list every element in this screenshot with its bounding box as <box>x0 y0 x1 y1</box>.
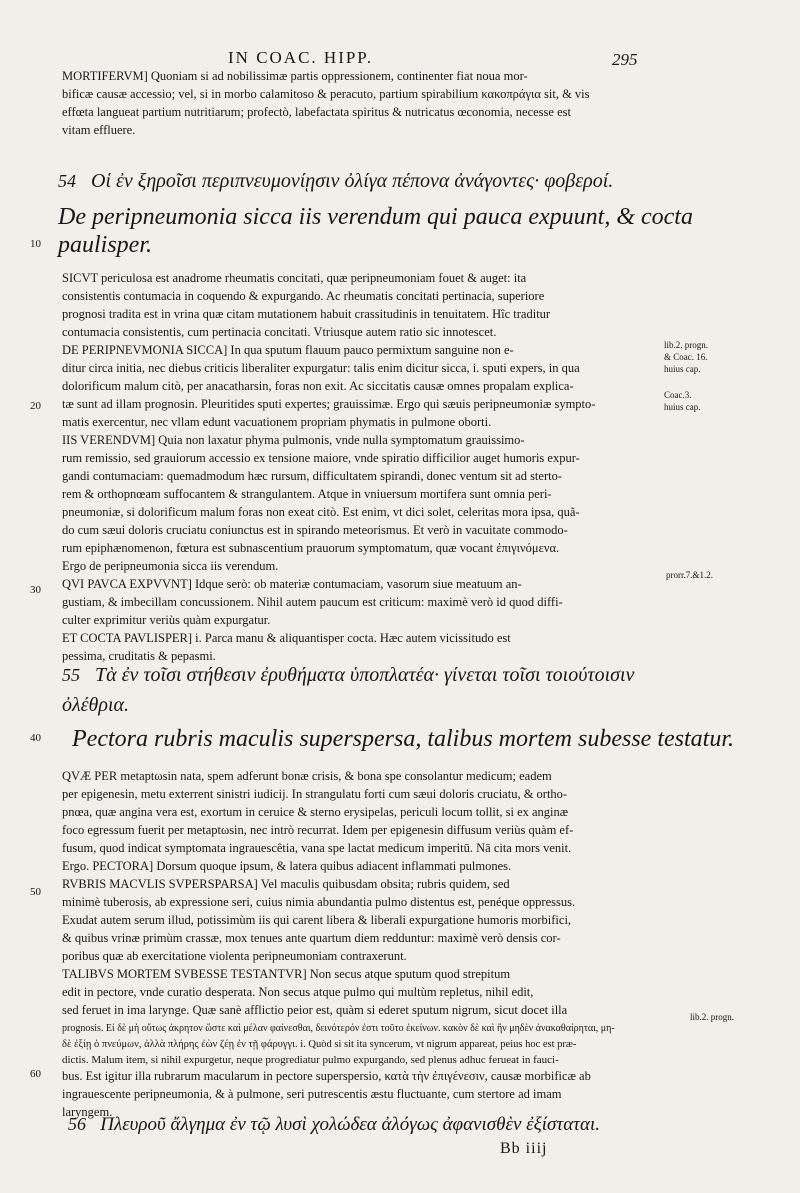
text-line: minimè tuberosis, ab expressione seri, cuius nimia abundantia pulmo distentus est, penéque oppressus. <box>62 895 576 909</box>
text-line: RVBRIS MACVLIS SVPERSPARSA] Vel maculis quibusdam obsita; rubris quidem, sed <box>62 877 510 891</box>
text-line: rum remissio, sed grauiorum accessio ex tensione maiore, vnde spiratio difficilior auget humoris expur- <box>62 451 580 465</box>
section-number: 56 <box>68 1114 86 1134</box>
section-55-latin-heading: Pectora rubris maculis superspersa, talibus mortem subesse testatur. <box>72 726 734 752</box>
text-line: pneumoniæ, si dolorificum malum foras non exeat citò. Est enim, vt dici solet, celeritas mora ipsa, quã- <box>62 505 580 519</box>
side-note: lib.2. progn. <box>664 340 708 350</box>
margin-line-number: 50 <box>30 886 41 898</box>
text-line: Ergo de peripneumonia sicca iis verendum. <box>62 559 279 573</box>
text-line: do cum sæui doloris cruciatu coniunctus est in spirando meteorismus. Et verò in vacuitate commodo- <box>62 523 568 537</box>
text-line: DE PERIPNEVMONIA SICCA] In qua sputum flauum pauco permixtum sanguine non e- <box>62 343 514 357</box>
text-line: δὲ ἐξίῃ ὁ πνεύμων, ἀλλὰ πλήρης ἐὼν ζέῃ ἐν τῇ φάρυγγι. i. Quòd si sit ita syncerum, vt nigrum appareat, peius hoc est præ- <box>62 1039 577 1050</box>
text-line: pnœa, quæ angina vera est, exortum in ceruice & sterno erysipelas, periculi locum tollit, si ex anginæ <box>62 805 569 819</box>
text-line: bus. Est igitur illa rubrarum macularum in pectore superspersio, κατὰ τὴν ἐπιγένεσιν, causæ morbificæ ab <box>62 1069 591 1083</box>
text-line: vitam effluere. <box>62 123 136 137</box>
section-number: 54 <box>58 171 76 191</box>
section-54-latin-heading: De peripneumonia sicca iis verendum qui pauca expuunt, & cocta <box>58 204 693 230</box>
text-line: QVI PAVCA EXPVVNT] Idque serò: ob materiæ contumaciam, vasorum siue meatuum an- <box>62 577 522 591</box>
text-line: matis exercentur, nec vllam edunt vacuationem propriam phymatis in pulmone oborti. <box>62 415 492 429</box>
side-note: huius cap. <box>664 402 701 412</box>
greek-aphorism: Πλευροῦ ἄλγημα ἐν τῷ λυσὶ χολώδεα ἀλόγως ἀφανισθὲν ἐξίσταται. <box>100 1114 600 1135</box>
text-line: culter exprimitur veriùs quàm expurgatur. <box>62 613 271 627</box>
greek-aphorism: Οἱ ἐν ξηροῖσι περιπνευμονίῃσιν ὀλίγα πέπονα ἀνάγοντες· φοβεροί. <box>91 170 614 192</box>
section-55-greek-2: ὀλέθρια. <box>62 694 130 716</box>
text-line: Ergo. PECTORA] Dorsum quoque ipsum, & latera quibus adiacent inflammati pulmones. <box>62 859 512 873</box>
section-56-greek <box>68 1114 600 1136</box>
text-line: ET COCTA PAVLISPER] i. Parca manu & aliquantisper cocta. Hæc autem vicissitudo est <box>62 631 511 645</box>
text-line: fusum, quod indicat symptomata ingrauescêtia, vana spe lactat medicum imperitū. Nā cita mors venit. <box>62 841 572 855</box>
side-note: prorr.7.&1.2. <box>666 570 713 580</box>
text-line: consistentis contumacia in coquendo & expurgando. Ac rheumatis concitati pertinacia, superiore <box>62 289 545 303</box>
signature-mark: Bb iiij <box>500 1140 548 1157</box>
margin-line-number: 20 <box>30 400 41 412</box>
section-54-latin-heading-2: paulisper. <box>58 232 153 258</box>
text-line: poribus quæ ab exercitatione violenta peripneumoniam contraxerunt. <box>62 949 407 963</box>
text-line: dictis. Malum item, si nihil expurgetur, neque progrediatur pulmo expurgando, sed plenus adhuc ferueat in fauci- <box>62 1054 559 1066</box>
text-line: gandi contumaciam: quemadmodum hæc rursum, difficultatem spirandi, donec ventum sit ad sterto- <box>62 469 562 483</box>
text-line: bificæ causæ accessio; vel, si in morbo calamitoso & peracuto, partium spirabilium κακοπράγια sit, & vis <box>62 87 590 101</box>
running-title: IN COAC. HIPP. <box>228 48 374 67</box>
text-line: ditur circa initia, nec diebus criticis liberaliter expurgatur: talis enim dicitur sicca, i. sputi expers, in qua <box>62 361 580 375</box>
text-line: laryngem. <box>62 1105 113 1119</box>
text-line: & quibus vrinæ primùm crassæ, mox tenues ante quartum diem redduntur: maximè verò densis cor- <box>62 931 561 945</box>
text-line: sed feruet in ima larynge. Quæ sanè afflictio peior est, quàm si ederet sputum nigrum, sicut docet illa <box>62 1003 568 1017</box>
text-line: edit in pectore, vnde curatio desperata. Non secus atque pulmo qui multùm repletus, nihil edit, <box>62 985 534 999</box>
text-line: QVÆ PER metaptωsin nata, spem adferunt bonæ crisis, & bona spe consolantur medicum; eadem <box>62 769 552 783</box>
text-line: TALIBVS MORTEM SVBESSE TESTANTVR] Non secus atque sputum quod strepitum <box>62 967 511 981</box>
margin-line-number: 10 <box>30 238 41 250</box>
text-line: ingrauescente peripneumonia, & à pulmone, seri putrescentis æstu fluctuante, cum stertore ad imam <box>62 1087 562 1101</box>
text-line: rem & orthopnœam suffocantem & strangulantem. Atque in vniuersum mortifera sunt omnia peri- <box>62 487 552 501</box>
text-line: per epigenesin, metu exterrent sinistri iudicij. In strangulatu forti cum sæui doloris cruciatu, & ortho- <box>62 787 568 801</box>
text-line: effœta langueat partium nutritiarum; profectò, labefactata spiritus & nutricatus œconomia, necesse est <box>62 105 571 119</box>
text-line: tæ sunt ad illam prognosin. Pleuritides sputi expertes; grauissimæ. Ergo qui sæuis peripneumoniæ sympto- <box>62 397 596 411</box>
text-line: rum epiphænomenωn, fœtura est subnascentium prauorum symptomatum, quæ vocant ἐπιγινόμενα. <box>62 541 560 555</box>
side-note: lib.2. progn. <box>690 1012 734 1022</box>
section-55-greek <box>62 664 634 687</box>
text-line: SICVT periculosa est anadrome rheumatis concitati, quæ peripneumoniam fouet & auget: ita <box>62 271 527 285</box>
text-line: pessima, cruditatis & pepasmi. <box>62 649 216 663</box>
margin-line-number: 30 <box>30 584 41 596</box>
text-line: IIS VERENDVM] Quia non laxatur phyma pulmonis, vnde nulla symptomatum grauissimo- <box>62 433 525 447</box>
margin-line-number: 60 <box>30 1068 41 1080</box>
text-line: Exudat autem serum illud, potissimùm iis qui carent libera & liberali expurgatione humoris morbifici, <box>62 913 572 927</box>
text-line: contumacia consistentis, cum pertinacia concitati. Vtriusque autem ratio sic innotescet. <box>62 325 497 339</box>
side-note: Coac.3. <box>664 390 692 400</box>
side-note: huius cap. <box>664 364 701 374</box>
text-line: prognosis. Εἰ δὲ μὴ οὕτως ἀκρητον ὥστε καὶ μέλαν φαίνεσθαι, δεινότερόν ἐστι τοῦτο ἐκείνων. κακὸν δὲ καὶ ἢν μηδὲν ἀνακαθαίρηται, μη- <box>62 1023 615 1034</box>
text-line: prognosi tradita est in vrina quæ citam mutationem habuit crassitudinis in tenuitatem. Hîc traditur <box>62 307 551 321</box>
side-note: & Coac. 16. <box>664 352 708 362</box>
text-line: foco egressum fuerit per metaptωsin, nec intrò recurrat. Idem per epigenesin diffusum veriùs quàm ef- <box>62 823 574 837</box>
text-line: gustiam, & imbecillam concussionem. Nihil autem paucum est criticum: maximè verò id quod diffi- <box>62 595 563 609</box>
page-number: 295 <box>612 50 638 69</box>
text-line: dolorificum malum citò, per anacatharsin, foras non exit. Ac siccitatis causæ omnes propalam explica- <box>62 379 574 393</box>
section-number: 55 <box>62 665 80 685</box>
section-54-greek <box>58 170 613 193</box>
margin-line-number: 40 <box>30 732 41 744</box>
greek-aphorism: Τὰ ἐν τοῖσι στήθεσιν ἐρυθήματα ὑποπλατέα· γίνεται τοῖσι τοιούτοισιν <box>95 664 635 686</box>
text-line: MORTIFERVM] Quoniam si ad nobilissimæ partis oppressionem, continenter fiat noua mor- <box>62 69 528 83</box>
